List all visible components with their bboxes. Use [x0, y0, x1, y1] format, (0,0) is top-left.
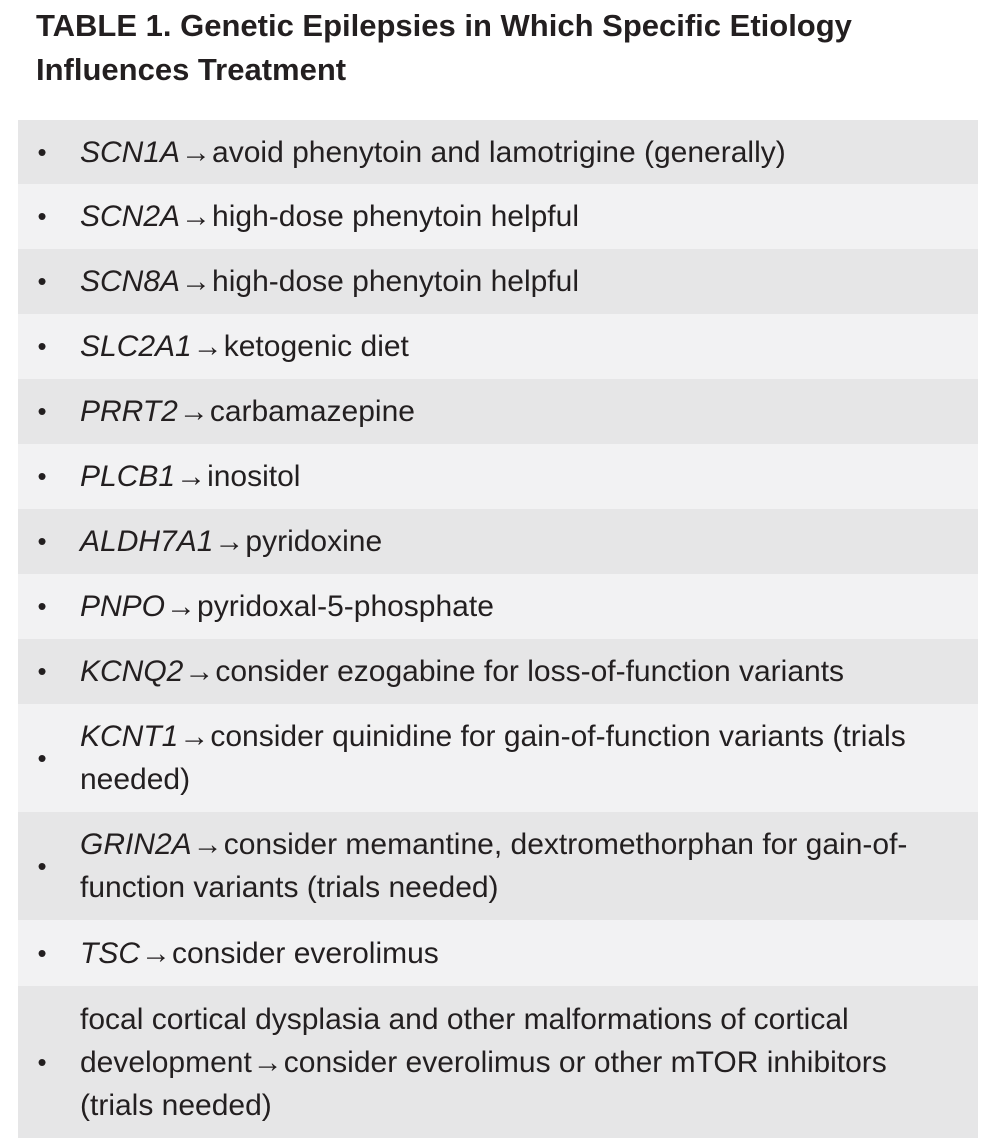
- table-row: [18, 184, 978, 249]
- treatment-text: consider everolimus or other mTOR inhibitors (trials needed): [80, 1045, 887, 1122]
- table-row: [18, 639, 978, 704]
- table-row: [18, 249, 978, 314]
- arrow-icon: →: [181, 135, 212, 169]
- bullet: •: [37, 396, 47, 426]
- bullet: •: [37, 742, 47, 773]
- treatment-text: high-dose phenytoin helpful: [212, 265, 579, 298]
- treatment-text: pyridoxal-5-phosphate: [197, 590, 494, 623]
- table-row: [18, 986, 978, 1138]
- bullet: •: [37, 136, 47, 167]
- bullet: •: [37, 331, 47, 361]
- bullet: •: [37, 201, 47, 231]
- bullet: •: [37, 1046, 47, 1077]
- gene-name: PRRT2: [80, 395, 178, 428]
- treatment-text: consider ezogabine for loss-of-function variants: [215, 655, 845, 688]
- gene-name: SCN8A: [80, 265, 181, 298]
- treatment-text: avoid phenytoin and lamotrigine (generally): [212, 135, 786, 169]
- treatment-text: consider quinidine for gain-of-function variants (trials needed): [80, 720, 906, 796]
- gene-name: PNPO: [80, 590, 166, 623]
- table-row: [18, 314, 978, 379]
- table-row: [18, 704, 978, 812]
- gene-name: KCNQ2: [80, 655, 184, 688]
- treatment-text: pyridoxine: [245, 525, 383, 558]
- table-row: [18, 444, 978, 509]
- arrow-icon: →: [252, 1045, 283, 1079]
- arrow-icon: →: [178, 395, 209, 428]
- treatment-text: high-dose phenytoin helpful: [212, 200, 579, 233]
- gene-name: TSC: [80, 936, 140, 970]
- table-row: [18, 812, 978, 920]
- gene-name: KCNT1: [80, 720, 179, 753]
- arrow-icon: →: [166, 590, 197, 623]
- gene-name: ALDH7A1: [80, 525, 214, 558]
- bullet: •: [37, 937, 47, 968]
- treatment-text: consider everolimus: [172, 936, 439, 970]
- arrow-icon: →: [184, 655, 215, 688]
- treatment-text: carbamazepine: [209, 395, 415, 428]
- table-title: TABLE 1. Genetic Epilepsies in Which Specific Etiology Influences Treatment: [36, 8, 852, 87]
- bullet: •: [37, 461, 47, 491]
- table-row: [18, 509, 978, 574]
- table-row: [18, 920, 978, 986]
- table-row: [18, 574, 978, 639]
- table-row: [18, 120, 978, 184]
- gene-name: SCN2A: [80, 200, 181, 233]
- table-row: [18, 379, 978, 444]
- bullet: •: [37, 656, 47, 686]
- treatment-table: [18, 120, 978, 1142]
- arrow-icon: →: [141, 936, 171, 970]
- treatment-text: consider memantine, dextromethorphan for gain-of-function variants (trials needed): [80, 828, 908, 904]
- arrow-icon: →: [214, 525, 245, 558]
- arrow-icon: →: [176, 460, 207, 493]
- arrow-icon: →: [181, 265, 212, 298]
- arrow-icon: →: [192, 828, 223, 861]
- arrow-icon: →: [179, 720, 210, 753]
- gene-name: PLCB1: [80, 460, 176, 493]
- arrow-icon: →: [181, 200, 212, 233]
- bullet: •: [37, 266, 47, 296]
- gene-name: SCN1A: [80, 135, 181, 169]
- condition-text: focal cortical dysplasia and other malformations of cortical development: [80, 1002, 849, 1079]
- treatment-text: ketogenic diet: [223, 330, 409, 363]
- bullet: •: [37, 591, 47, 621]
- gene-name: SLC2A1: [80, 330, 192, 363]
- bullet: •: [37, 850, 47, 881]
- arrow-icon: →: [192, 330, 223, 363]
- bullet: •: [37, 526, 47, 556]
- gene-name: GRIN2A: [80, 828, 192, 861]
- treatment-text: inositol: [207, 460, 301, 493]
